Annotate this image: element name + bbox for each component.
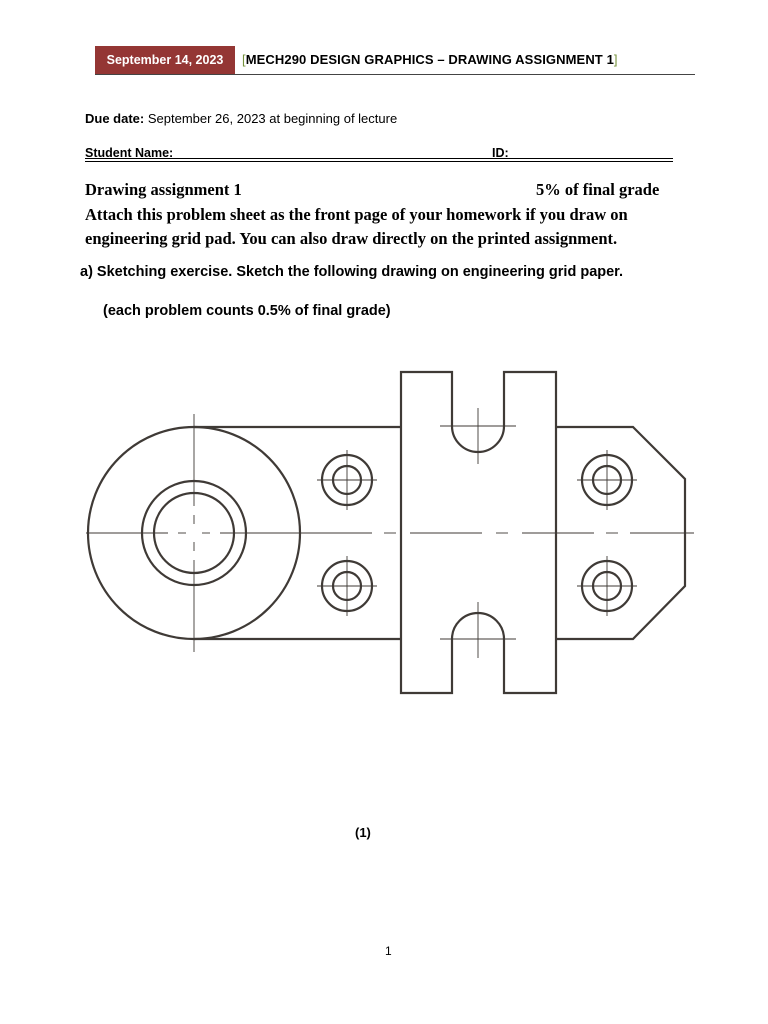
student-name-underline-double <box>85 161 673 162</box>
student-id-label: ID: <box>492 146 509 160</box>
due-date-label: Due date: <box>85 111 145 126</box>
header-title-text: MECH290 DESIGN GRAPHICS – DRAWING ASSIGNMENT 1 <box>245 52 614 67</box>
header-divider <box>95 74 695 75</box>
center-block-outline <box>401 372 556 693</box>
drawing-outlines <box>88 372 685 693</box>
assignment-instruction: Attach this problem sheet as the front page of your homework if you draw on engineering grid pad. You can also draw directly on the printed assignment. <box>85 205 628 248</box>
due-date-line <box>85 111 397 126</box>
page-number: 1 <box>385 944 392 958</box>
assignment-grade: 5% of final grade <box>536 180 660 199</box>
drawing-centerlines <box>86 408 694 658</box>
header-bracket-open: [ <box>242 52 246 67</box>
problem-number: (1) <box>355 825 371 840</box>
header-date-badge: September 14, 2023 <box>95 46 235 75</box>
technical-drawing <box>0 340 768 720</box>
header-bracket-close: ] <box>613 52 618 67</box>
header-title <box>242 52 618 67</box>
part-a-heading: a) Sketching exercise. Sketch the following drawing on engineering grid paper. <box>80 264 624 280</box>
due-date-value: September 26, 2023 at beginning of lecture <box>144 111 398 126</box>
student-name-label: Student Name: <box>85 146 174 160</box>
student-name-underline <box>85 158 673 159</box>
part-a-subheading: (each problem counts 0.5% of final grade) <box>103 303 391 319</box>
assignment-title: Drawing assignment 1 <box>85 180 242 199</box>
